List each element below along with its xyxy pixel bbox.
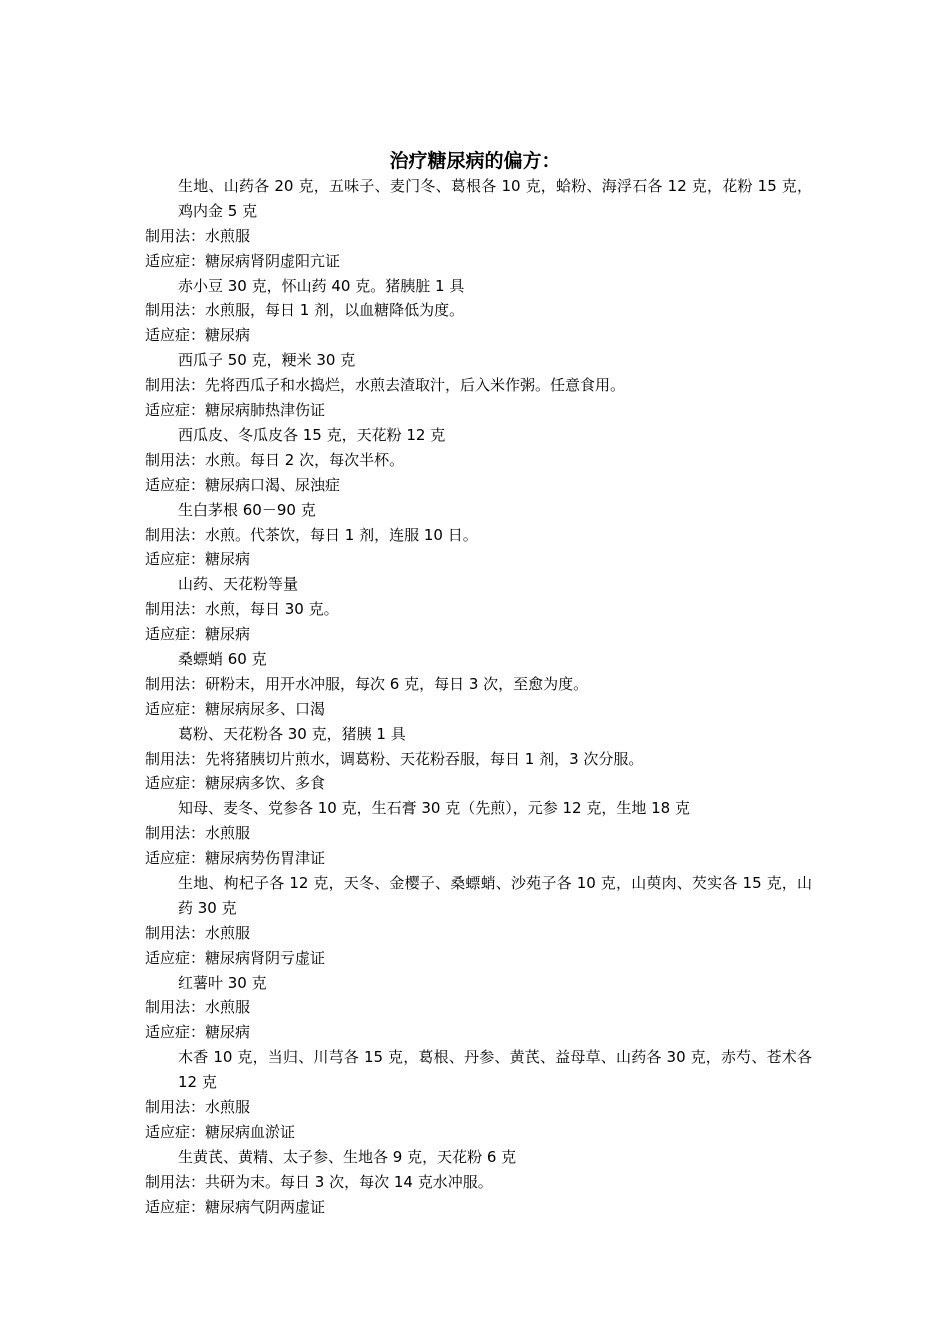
remedy-ingredients: 葛粉、天花粉各 30 克，猪胰 1 具 (178, 724, 406, 743)
remedy-ingredients: 赤小豆 30 克，怀山药 40 克。猪胰脏 1 具 (178, 276, 465, 295)
remedy-indication: 适应症：糖尿病口渴、尿浊症 (145, 475, 341, 494)
remedy-method: 制用法：水煎服 (145, 998, 251, 1017)
remedy-method: 制用法：水煎。代茶饮，每日 1 剂，连服 10 日。 (145, 525, 478, 544)
remedy-indication: 适应症：糖尿病肾阴亏虚证 (145, 948, 326, 967)
remedy-ingredients: 山药、天花粉等量 (178, 575, 299, 594)
remedy-ingredients: 西瓜子 50 克，粳米 30 克 (178, 351, 356, 370)
remedy-method: 制用法：共研为末。每日 3 次，每次 14 克水冲服。 (145, 1172, 493, 1191)
remedy-ingredients: 生地、枸杞子各 12 克，天冬、金樱子、桑螵蛸、沙苑子各 10 克，山萸肉、芡实各 15 克，山药 30 克 (178, 873, 812, 917)
remedy-method: 制用法：水煎服，每日 1 剂，以血糖降低为度。 (145, 301, 465, 320)
remedy-method: 制用法：研粉末，用开水冲服，每次 6 克，每日 3 次，至愈为度。 (145, 674, 589, 693)
remedy-indication: 适应症：糖尿病气阴两虚证 (145, 1197, 326, 1216)
remedy-list (145, 174, 812, 1220)
remedy-indication: 适应症：糖尿病 (145, 1023, 251, 1042)
remedy-indication: 适应症：糖尿病 (145, 326, 251, 345)
remedy-method: 制用法：水煎服 (145, 923, 251, 942)
remedy-indication: 适应症：糖尿病肾阴虚阳亢证 (145, 251, 341, 270)
remedy-method: 制用法：水煎服 (145, 1098, 251, 1117)
remedy-indication: 适应症：糖尿病势伤胃津证 (145, 849, 326, 868)
remedy-indication: 适应症：糖尿病尿多、口渴 (145, 699, 326, 718)
remedy-ingredients: 西瓜皮、冬瓜皮各 15 克，天花粉 12 克 (178, 425, 446, 444)
remedy-ingredients: 生白茅根 60－90 克 (178, 500, 316, 519)
remedy-ingredients: 桑螵蛸 60 克 (178, 649, 267, 668)
remedy-indication: 适应症：糖尿病 (145, 550, 251, 569)
remedy-ingredients: 生黄芪、黄精、太子参、生地各 9 克，天花粉 6 克 (178, 1147, 517, 1166)
remedy-indication: 适应症：糖尿病多饮、多食 (145, 774, 326, 793)
remedy-method: 制用法：先将西瓜子和水捣烂，水煎去渣取汁，后入米作粥。任意食用。 (145, 376, 626, 395)
remedy-indication: 适应症：糖尿病肺热津伤证 (145, 401, 326, 420)
remedy-method: 制用法：水煎服 (145, 824, 251, 843)
remedy-ingredients: 红薯叶 30 克 (178, 973, 267, 992)
remedy-ingredients: 生地、山药各 20 克，五味子、麦门冬、葛根各 10 克，蛤粉、海浮石各 12 克，花粉 15 克，鸡内金 5 克 (178, 177, 812, 220)
remedy-method: 制用法：水煎服 (145, 226, 251, 245)
page-title: 治疗糖尿病的偏方： (389, 150, 561, 172)
remedy-method: 制用法：先将猪胰切片煎水，调葛粉、天花粉吞服，每日 1 剂，3 次分服。 (145, 749, 644, 768)
remedy-indication: 适应症：糖尿病血淤证 (145, 1122, 296, 1141)
remedy-ingredients: 木香 10 克，当归、川芎各 15 克，葛根、丹参、黄芪、益母草、山药各 30 克，赤芍、苍术各 12 克 (178, 1048, 812, 1092)
remedy-method: 制用法：水煎。每日 2 次，每次半杯。 (145, 450, 405, 469)
remedy-indication: 适应症：糖尿病 (145, 625, 251, 644)
remedy-ingredients: 知母、麦冬、党参各 10 克，生石膏 30 克（先煎），元参 12 克，生地 18 克 (178, 799, 690, 818)
remedy-method: 制用法：水煎，每日 30 克。 (145, 600, 339, 619)
